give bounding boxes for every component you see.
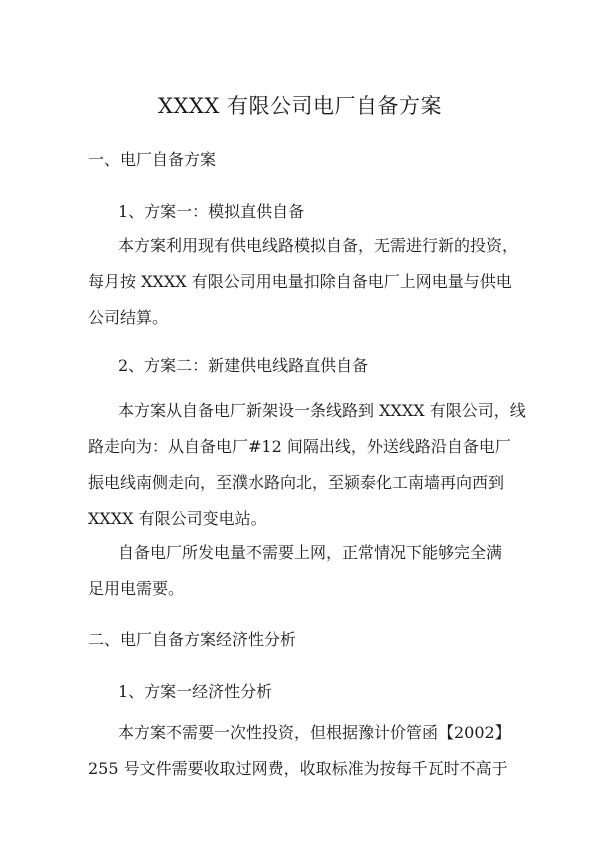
paragraph-line: 路走向为：从自备电厂#12 间隔出线，外送线路沿自备电厂 xyxy=(88,437,511,456)
paragraph-line: 本方案不需要一次性投资，但根据豫计价管函【2002】 xyxy=(118,723,511,742)
paragraph-line: 每月按 XXXX 有限公司用电量扣除自备电厂上网电量与供电 xyxy=(88,272,512,291)
document-title: XXXX 有限公司电厂自备方案 xyxy=(158,94,442,118)
paragraph-1 xyxy=(88,228,520,336)
subsection-heading-1-1: 1、方案一：模拟直供自备 xyxy=(118,202,305,221)
section-heading-1: 一、电厂自备方案 xyxy=(88,150,217,169)
paragraph-line: 自备电厂所发电量不需要上网，正常情况下能够完全满 xyxy=(118,543,503,562)
paragraph-2 xyxy=(88,393,526,537)
paragraph-line: XXXX 有限公司变电站。 xyxy=(88,509,267,528)
paragraph-line: 足用电需要。 xyxy=(88,579,185,598)
subsection-heading-2-1: 1、方案一经济性分析 xyxy=(118,682,273,701)
paragraph-line: 255 号文件需要收取过网费，收取标准为按每千瓦时不高于 xyxy=(88,759,508,778)
paragraph-line: 本方案利用现有供电线路模拟自备，无需进行新的投资， xyxy=(118,236,519,255)
paragraph-line: 振电线南侧走向，至濮水路向北，至颍泰化工南墙再向西到 xyxy=(88,473,505,492)
paragraph-line: 本方案从自备电厂新架设一条线路到 XXXX 有限公司，线 xyxy=(118,401,526,420)
paragraph-4 xyxy=(88,715,520,787)
paragraph-3 xyxy=(88,535,520,607)
subsection-heading-1-2: 2、方案二：新建供电线路直供自备 xyxy=(118,356,369,375)
paragraph-line: 公司结算。 xyxy=(88,308,169,327)
section-heading-2: 二、电厂自备方案经济性分析 xyxy=(88,630,297,649)
